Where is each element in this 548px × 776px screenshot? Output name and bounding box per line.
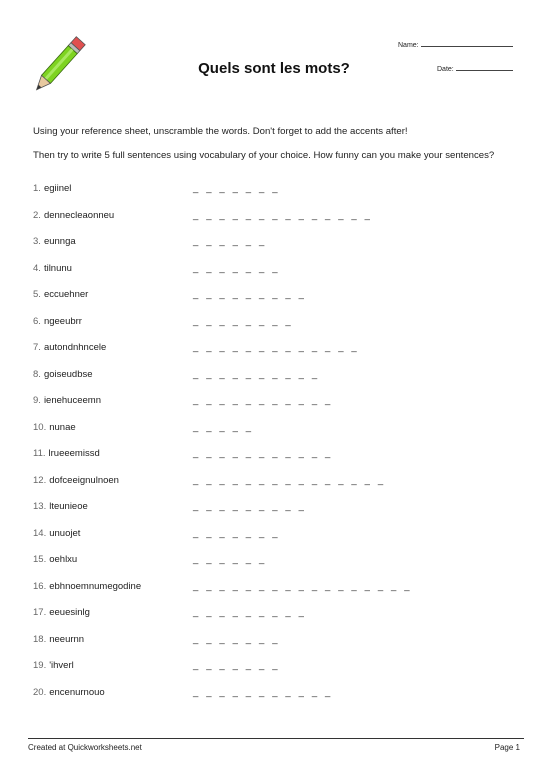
- item-number: 9.: [33, 395, 41, 406]
- item-number: 5.: [33, 289, 41, 300]
- page-title: Quels sont les mots?: [198, 60, 350, 77]
- answer-blanks[interactable]: _ _ _ _ _ _ _ _ _: [193, 607, 304, 618]
- answer-blanks[interactable]: _ _ _ _ _ _ _: [193, 262, 278, 274]
- item-number: 16.: [33, 580, 47, 592]
- scrambled-word: lteunieoe: [49, 501, 88, 512]
- footer-divider: [28, 738, 524, 739]
- item-number: 10.: [33, 421, 47, 433]
- footer-credit: Created at Quickworksheets.net: [28, 743, 142, 752]
- date-label: Date:: [437, 66, 454, 73]
- word-item: [33, 554, 533, 568]
- word-item: [33, 501, 533, 515]
- answer-blanks[interactable]: _ _ _ _ _ _ _ _ _: [193, 501, 304, 512]
- item-number: 7.: [33, 342, 41, 353]
- item-number: 15.: [33, 554, 47, 565]
- word-item: [33, 395, 533, 409]
- answer-blanks[interactable]: _ _ _ _ _ _ _: [193, 633, 278, 645]
- word-item: [33, 448, 533, 462]
- answer-blanks[interactable]: _ _ _ _ _ _ _ _ _ _ _ _ _: [193, 342, 357, 353]
- answer-blanks[interactable]: _ _ _ _ _: [193, 421, 252, 433]
- scrambled-word: ngeeubrr: [43, 315, 82, 327]
- word-item: [33, 289, 533, 303]
- scrambled-word: unuojet: [49, 527, 81, 539]
- item-number: 12.: [33, 474, 47, 486]
- answer-blanks[interactable]: _ _ _ _ _ _ _ _ _ _ _: [193, 395, 331, 406]
- scrambled-word: ienehuceemn: [43, 395, 101, 406]
- scrambled-word: dofceeignulnoen: [49, 474, 119, 486]
- scrambled-word: tilnunu: [43, 262, 72, 274]
- word-item: [33, 660, 533, 674]
- answer-blanks[interactable]: _ _ _ _ _ _: [193, 554, 265, 565]
- scrambled-word: eeuesinlg: [49, 607, 90, 618]
- item-number: 17.: [33, 607, 47, 618]
- item-number: 19.: [33, 660, 47, 671]
- item-number: 11.: [33, 448, 46, 459]
- page-number: Page 1: [494, 743, 520, 752]
- answer-blanks[interactable]: _ _ _ _ _ _ _ _ _: [193, 289, 304, 300]
- word-item: [33, 342, 533, 356]
- word-item: [33, 263, 533, 277]
- item-number: 6.: [33, 315, 41, 327]
- item-number: 18.: [33, 633, 47, 645]
- scrambled-word: neeurnn: [49, 633, 85, 645]
- word-item: [33, 607, 533, 621]
- name-line[interactable]: [421, 40, 513, 47]
- scrambled-word: 'ihverl: [49, 660, 74, 671]
- word-item: [33, 687, 533, 701]
- name-field[interactable]: [398, 40, 513, 49]
- scrambled-word: eunnga: [43, 236, 76, 247]
- scrambled-word: egiinel: [43, 183, 72, 194]
- scrambled-word: dennecleaonneu: [43, 209, 115, 221]
- answer-blanks[interactable]: _ _ _ _ _ _ _ _ _ _ _: [193, 448, 331, 459]
- item-number: 1.: [33, 183, 41, 194]
- scrambled-word: autondnhncele: [43, 342, 107, 353]
- answer-blanks[interactable]: _ _ _ _ _ _ _ _ _ _ _ _ _ _: [193, 209, 370, 221]
- answer-blanks[interactable]: _ _ _ _ _ _ _: [193, 527, 278, 539]
- answer-blanks[interactable]: _ _ _ _ _ _ _: [193, 660, 278, 671]
- answer-blanks[interactable]: _ _ _ _ _ _ _ _: [193, 315, 291, 327]
- answer-blanks[interactable]: _ _ _ _ _ _ _ _ _ _ _: [193, 686, 331, 698]
- word-item: [33, 236, 533, 250]
- scrambled-word: lrueeemissd: [48, 448, 100, 459]
- item-number: 13.: [33, 501, 47, 512]
- item-number: 2.: [33, 209, 41, 221]
- instruction-1: Using your reference sheet, unscramble the words. Don't forget to add the accents after!: [33, 126, 408, 137]
- item-number: 8.: [33, 368, 41, 380]
- name-label: Name:: [398, 42, 419, 49]
- item-number: 4.: [33, 262, 41, 274]
- answer-blanks[interactable]: _ _ _ _ _ _: [193, 236, 265, 247]
- word-item: [33, 475, 533, 489]
- scrambled-word: nunae: [49, 421, 76, 433]
- word-item: [33, 634, 533, 648]
- word-item: [33, 183, 533, 197]
- scrambled-word: eccuehner: [43, 289, 89, 300]
- word-item: [33, 422, 533, 436]
- item-number: 14.: [33, 527, 47, 539]
- answer-blanks[interactable]: _ _ _ _ _ _ _ _ _ _ _ _ _ _ _: [193, 474, 384, 486]
- word-item: [33, 369, 533, 383]
- word-item: [33, 581, 533, 595]
- item-number: 20.: [33, 686, 47, 698]
- instruction-2: Then try to write 5 full sentences using vocabulary of your choice. How funny can you make your sentences?: [33, 150, 495, 161]
- answer-blanks[interactable]: _ _ _ _ _ _ _ _ _ _ _ _ _ _ _ _ _: [193, 580, 410, 592]
- scrambled-word: goiseudbse: [43, 368, 93, 380]
- scrambled-word: encenurnouo: [49, 686, 105, 698]
- item-number: 3.: [33, 236, 41, 247]
- scrambled-word: ebhnoemnumegodine: [49, 580, 142, 592]
- word-item: [33, 528, 533, 542]
- word-item: [33, 316, 533, 330]
- scrambled-word: oehlxu: [49, 554, 78, 565]
- answer-blanks[interactable]: _ _ _ _ _ _ _: [193, 183, 278, 194]
- answer-blanks[interactable]: _ _ _ _ _ _ _ _ _ _: [193, 368, 318, 380]
- word-item: [33, 210, 533, 224]
